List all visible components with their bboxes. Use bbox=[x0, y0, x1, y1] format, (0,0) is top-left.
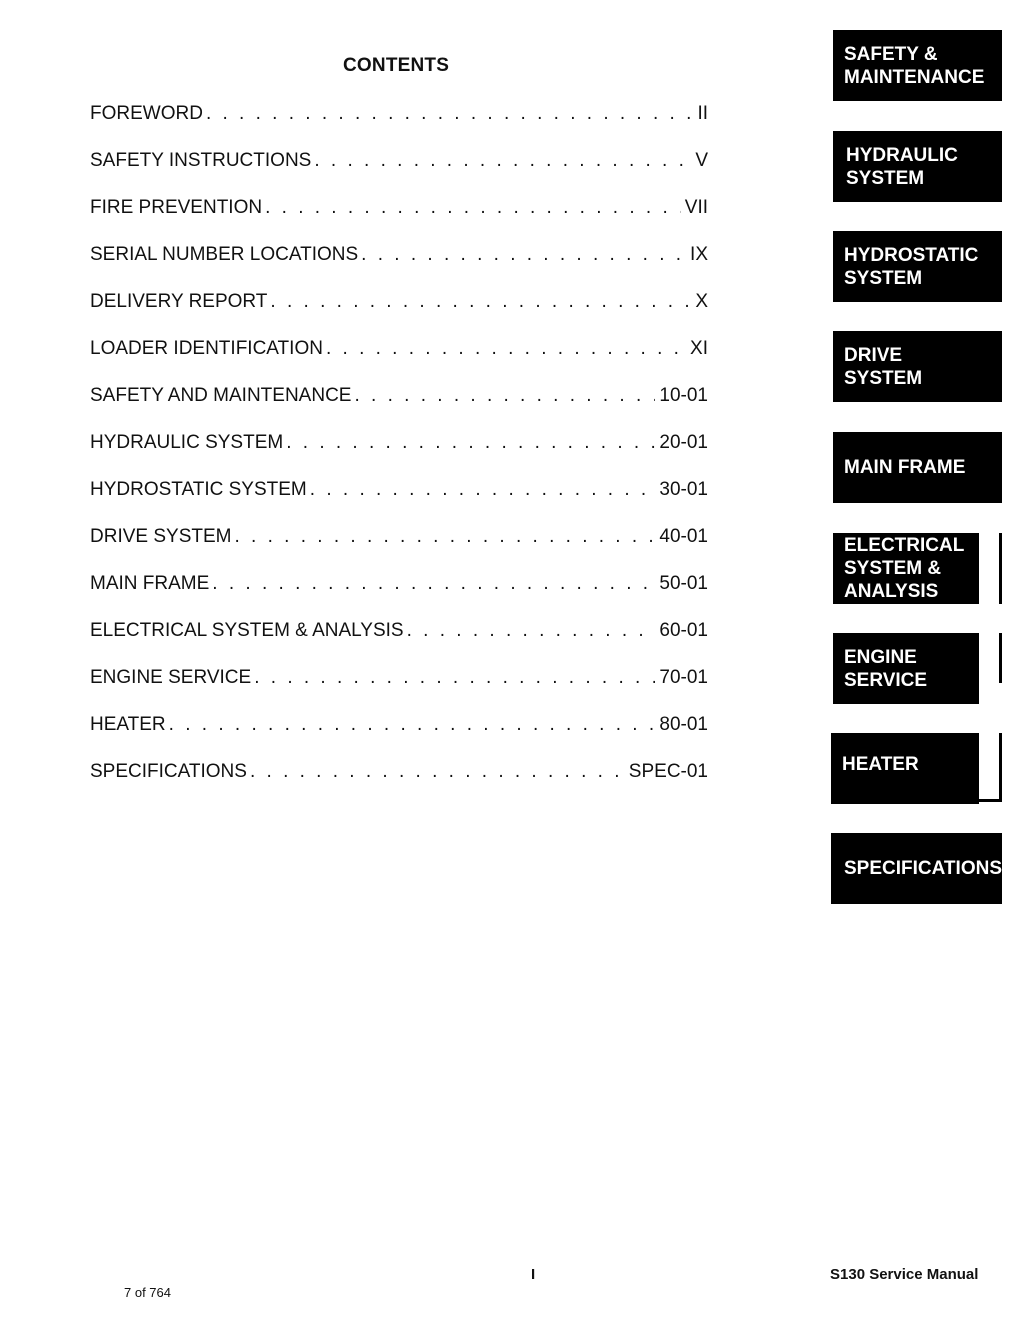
tab-label: ENGINE SERVICE bbox=[844, 646, 928, 691]
toc-entry-label: HYDRAULIC SYSTEM bbox=[90, 432, 284, 453]
toc-dot-leader bbox=[354, 382, 655, 410]
toc-entry-label: SAFETY AND MAINTENANCE bbox=[90, 385, 352, 406]
toc-dot-leader bbox=[234, 523, 655, 551]
toc-entry-delivery-report[interactable] bbox=[90, 288, 708, 335]
tab-edge-marker bbox=[979, 799, 1002, 802]
toc-entry-label: SAFETY INSTRUCTIONS bbox=[90, 150, 312, 171]
toc-entry-page: II bbox=[697, 103, 708, 124]
contents-title: CONTENTS bbox=[343, 55, 450, 76]
tab-heater[interactable] bbox=[831, 733, 979, 804]
tab-edge-marker bbox=[999, 633, 1002, 683]
toc-entry-label: ENGINE SERVICE bbox=[90, 667, 252, 688]
toc-entry-electrical-system-analysis[interactable] bbox=[90, 617, 708, 664]
tab-label: HYDRAULIC SYSTEM bbox=[846, 144, 958, 189]
table-of-contents bbox=[90, 100, 708, 805]
toc-dot-leader bbox=[407, 617, 656, 645]
toc-entry-safety-instructions[interactable] bbox=[90, 147, 708, 194]
toc-entry-page: X bbox=[695, 291, 708, 312]
toc-dot-leader bbox=[169, 711, 656, 739]
toc-entry-page: V bbox=[695, 150, 708, 171]
tab-hydraulic-system[interactable] bbox=[833, 131, 1002, 202]
tab-edge-marker bbox=[999, 533, 1002, 604]
tab-label: MAIN FRAME bbox=[844, 457, 966, 478]
toc-dot-leader bbox=[326, 335, 686, 363]
tab-electrical-system-analysis[interactable] bbox=[833, 533, 979, 604]
toc-dot-leader bbox=[212, 570, 655, 598]
toc-dot-leader bbox=[254, 664, 655, 692]
toc-entry-page: IX bbox=[690, 244, 708, 265]
toc-dot-leader bbox=[270, 288, 691, 316]
toc-entry-serial-number-locations[interactable] bbox=[90, 241, 708, 288]
toc-entry-page: 30-01 bbox=[659, 479, 708, 500]
toc-entry-main-frame[interactable] bbox=[90, 570, 708, 617]
footer-manual-title: S130 Service Manual bbox=[830, 1266, 979, 1283]
toc-entry-label: FOREWORD bbox=[90, 103, 203, 124]
tab-edge-marker bbox=[999, 733, 1002, 802]
tab-specifications[interactable] bbox=[831, 833, 1002, 904]
tab-label: SAFETY & MAINTENANCE bbox=[844, 43, 985, 88]
footer-page-number: I bbox=[531, 1266, 536, 1283]
toc-entry-label: HEATER bbox=[90, 714, 166, 735]
toc-entry-page: 80-01 bbox=[659, 714, 708, 735]
toc-dot-leader bbox=[265, 194, 681, 222]
toc-entry-page: 10-01 bbox=[659, 385, 708, 406]
toc-entry-page: 60-01 bbox=[659, 620, 708, 641]
tab-label: HYDROSTATIC SYSTEM bbox=[844, 244, 979, 289]
toc-entry-label: HYDROSTATIC SYSTEM bbox=[90, 479, 307, 500]
tab-label: DRIVE SYSTEM bbox=[844, 344, 923, 389]
toc-dot-leader bbox=[361, 241, 686, 269]
toc-entry-page: SPEC-01 bbox=[628, 761, 708, 782]
toc-entry-page: 50-01 bbox=[659, 573, 708, 594]
toc-entry-page: XI bbox=[690, 338, 708, 359]
toc-entry-loader-identification[interactable] bbox=[90, 335, 708, 382]
toc-entry-specifications[interactable] bbox=[90, 758, 708, 805]
toc-entry-page: 40-01 bbox=[659, 526, 708, 547]
toc-entry-drive-system[interactable] bbox=[90, 523, 708, 570]
tab-drive-system[interactable] bbox=[833, 331, 1002, 402]
tab-label: HEATER bbox=[842, 754, 919, 775]
toc-entry-label: ELECTRICAL SYSTEM & ANALYSIS bbox=[90, 620, 404, 641]
toc-entry-label: MAIN FRAME bbox=[90, 573, 210, 594]
toc-entry-label: FIRE PREVENTION bbox=[90, 197, 263, 218]
toc-entry-page: 20-01 bbox=[659, 432, 708, 453]
toc-entry-foreword[interactable] bbox=[90, 100, 708, 147]
toc-entry-label: SPECIFICATIONS bbox=[90, 761, 247, 782]
tab-engine-service[interactable] bbox=[833, 633, 979, 704]
toc-entry-heater[interactable] bbox=[90, 711, 708, 758]
toc-entry-label: LOADER IDENTIFICATION bbox=[90, 338, 323, 359]
toc-entry-label: DELIVERY REPORT bbox=[90, 291, 268, 312]
toc-dot-leader bbox=[310, 476, 656, 504]
tab-safety-maintenance[interactable] bbox=[833, 30, 1002, 101]
toc-dot-leader bbox=[286, 429, 655, 457]
tab-hydrostatic-system[interactable] bbox=[833, 231, 1002, 302]
toc-entry-page: 70-01 bbox=[659, 667, 708, 688]
tab-main-frame[interactable] bbox=[833, 432, 1002, 503]
toc-entry-hydraulic-system[interactable] bbox=[90, 429, 708, 476]
toc-dot-leader bbox=[314, 147, 691, 175]
toc-entry-label: SERIAL NUMBER LOCATIONS bbox=[90, 244, 359, 265]
toc-entry-label: DRIVE SYSTEM bbox=[90, 526, 232, 547]
toc-dot-leader bbox=[250, 758, 625, 786]
toc-entry-engine-service[interactable] bbox=[90, 664, 708, 711]
toc-dot-leader bbox=[206, 100, 694, 128]
toc-entry-fire-prevention[interactable] bbox=[90, 194, 708, 241]
toc-entry-page: VII bbox=[684, 197, 708, 218]
tab-label: ELECTRICAL SYSTEM & ANALYSIS bbox=[844, 535, 965, 602]
footer-page-count: 7 of 764 bbox=[124, 1285, 171, 1300]
toc-entry-hydrostatic-system[interactable] bbox=[90, 476, 708, 523]
tab-label: SPECIFICATIONS bbox=[844, 858, 1002, 879]
toc-entry-safety-and-maintenance[interactable] bbox=[90, 382, 708, 429]
